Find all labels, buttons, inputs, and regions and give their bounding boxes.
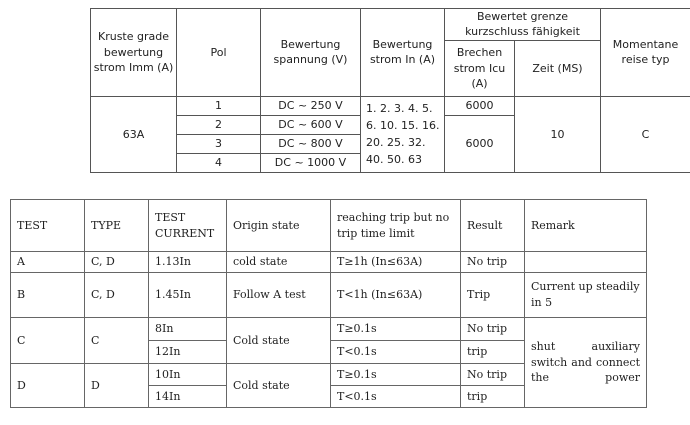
- voltage-cell: DC ~ 250 V: [261, 96, 361, 115]
- current-cell: 12In: [149, 341, 227, 364]
- test-id: B: [11, 273, 85, 318]
- limit-cell: T<0.1s: [331, 341, 461, 364]
- trip-type-value: C: [601, 96, 690, 172]
- result-cell: No trip: [461, 364, 525, 386]
- voltage-cell: DC ~ 1000 V: [261, 153, 361, 172]
- test-id: A: [11, 252, 85, 273]
- limit-cell: T<0.1s: [331, 386, 461, 408]
- header-pol: Pol: [177, 9, 261, 97]
- header-test: TEST: [11, 200, 85, 252]
- state-cell: Cold state: [227, 318, 331, 364]
- result-cell: No trip: [461, 252, 525, 273]
- limit-cell: T≥0.1s: [331, 364, 461, 386]
- header-grade: Kruste grade bewertung strom Imm (A): [91, 9, 177, 97]
- state-cell: Follow A test: [227, 273, 331, 318]
- breaking-value: 6000: [445, 96, 515, 115]
- result-cell: No trip: [461, 318, 525, 341]
- remark-line: switch and connect: [531, 355, 640, 369]
- breaker-spec-table: [90, 8, 690, 173]
- limit-cell: T≥0.1s: [331, 318, 461, 341]
- header-trip-type: Momentane reise typ: [601, 9, 690, 97]
- type-cell: D: [85, 364, 149, 408]
- voltage-cell: DC ~ 600 V: [261, 115, 361, 134]
- table-row: [11, 318, 647, 341]
- remark-cd: [525, 318, 647, 408]
- current-values: 1. 2. 3. 4. 5. 6. 10. 15. 16. 20. 25. 32. 40. 50. 63: [361, 96, 445, 172]
- result-cell: Trip: [461, 273, 525, 318]
- limit-cell: T≥1h (In≤63A): [331, 252, 461, 273]
- header-remark: Remark: [525, 200, 647, 252]
- time-value: 10: [515, 96, 601, 172]
- remark-cell: Current up steadily in 5: [525, 273, 647, 318]
- limit-cell: T<1h (In≤63A): [331, 273, 461, 318]
- current-cell: 8In: [149, 318, 227, 341]
- result-cell: trip: [461, 341, 525, 364]
- header-time: Zeit (MS): [515, 40, 601, 96]
- pol-cell: 4: [177, 153, 261, 172]
- trip-test-table: [10, 199, 647, 408]
- header-result: Result: [461, 200, 525, 252]
- grade-value: 63A: [91, 96, 177, 172]
- state-cell: cold state: [227, 252, 331, 273]
- header-voltage: Bewertung spannung (V): [261, 9, 361, 97]
- test-id: D: [11, 364, 85, 408]
- type-cell: C, D: [85, 252, 149, 273]
- table-row: [11, 252, 647, 273]
- result-cell: trip: [461, 386, 525, 408]
- header-current: Bewertung strom In (A): [361, 9, 445, 97]
- current-cell: 14In: [149, 386, 227, 408]
- current-cell: 1.13In: [149, 252, 227, 273]
- test-id: C: [11, 318, 85, 364]
- remark-line: the power: [531, 371, 640, 385]
- breaking-value: 6000: [445, 115, 515, 172]
- header-reaching-trip: reaching trip but no trip time limit: [331, 200, 461, 252]
- table-row: [11, 273, 647, 318]
- header-test-current: TEST CURRENT: [149, 200, 227, 252]
- type-cell: C: [85, 318, 149, 364]
- remark-cell: [525, 252, 647, 273]
- header-origin-state: Origin state: [227, 200, 331, 252]
- pol-cell: 1: [177, 96, 261, 115]
- header-type: TYPE: [85, 200, 149, 252]
- pol-cell: 3: [177, 134, 261, 153]
- voltage-cell: DC ~ 800 V: [261, 134, 361, 153]
- current-cell: 1.45In: [149, 273, 227, 318]
- header-breaking: Brechen strom Icu (A): [445, 40, 515, 96]
- state-cell: Cold state: [227, 364, 331, 408]
- current-cell: 10In: [149, 364, 227, 386]
- pol-cell: 2: [177, 115, 261, 134]
- type-cell: C, D: [85, 273, 149, 318]
- header-shortcircuit-group: Bewertet grenze kurzschluss fähigkeit: [445, 9, 601, 41]
- remark-line: shut auxiliary: [531, 339, 640, 353]
